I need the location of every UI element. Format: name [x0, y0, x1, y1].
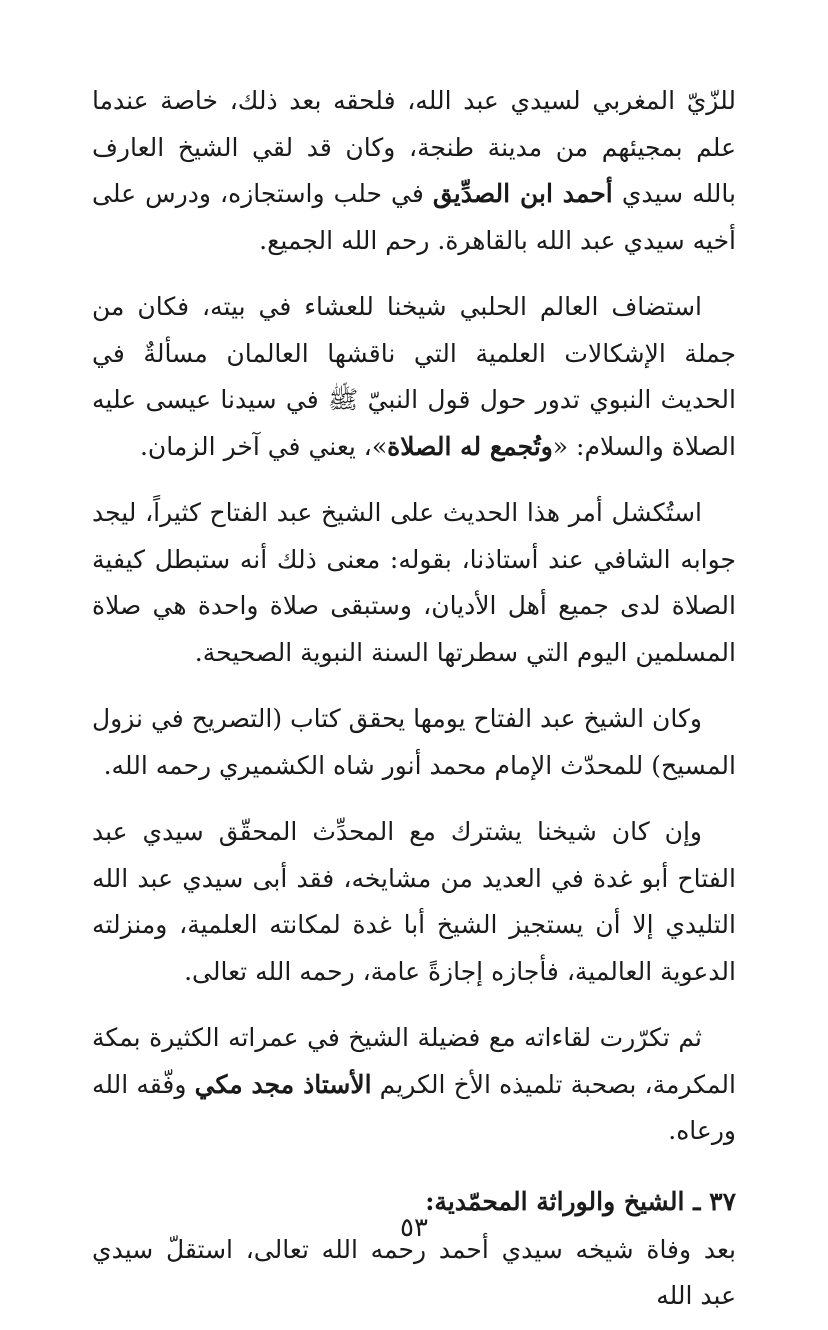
paragraph-6 [92, 1015, 736, 1155]
paragraph-1-bold-name: أحمد ابن الصدِّيق [432, 179, 613, 208]
paragraph-5: وإن كان شيخنا يشترك مع المحدِّث المحقّق سيدي عبد الفتاح أبو غدة في العديد من مشايخه، فقد أبى سيدي عبد الله التليدي إلا أن يستجيز الشيخ أبا غدة لمكانته العلمية، ومنزلته الدعوية العالمية، فأجازه إجازةً عامة، رحمه الله تعالى. [92, 817, 736, 986]
section-heading: ٣٧ ـ الشيخ والوراثة المحمّدية: [425, 1186, 736, 1216]
paragraph-7: بعد وفاة شيخه سيدي أحمد رحمه الله تعالى، استقلّ سيدي عبد الله [92, 1234, 736, 1310]
paragraph-6-bold-name: الأستاذ مجد مكي [194, 1069, 372, 1099]
page-body [92, 78, 736, 1320]
paragraph-1-text-a: للزّيّ المغربي لسيدي عبد الله، فلحقه بعد ذلك، خاصة عندما علم بمجيئهم من مدينة طنجة، وكان قد لقي الشيخ العارف بالله سيدي [92, 86, 736, 208]
paragraph-2 [92, 284, 736, 470]
paragraph-6-text-a: ثم تكرّرت لقاءاته مع فضيلة الشيخ في عمراته الكثيرة بمكة المكرمة، بصحبة تلميذه الأخ الكريم [92, 1023, 736, 1099]
paragraph-3: استُكشل أمر هذا الحديث على الشيخ عبد الفتاح كثيراً، ليجد جوابه الشافي عند أستاذنا، بقوله: معنى ذلك أنه ستبطل كيفية الصلاة لدى جميع أهل الأديان، وستبقى صلاة واحدة هي صلاة المسلمين اليوم التي سطرتها السنة النبوية الصحيحة. [92, 498, 736, 667]
paragraph-2-bold-quote: وتُجمع له الصلاة [387, 431, 553, 461]
page-number: ٥٣ [400, 1213, 428, 1243]
paragraph-1-text-b: في حلب واستجازه، ودرس على أخيه سيدي عبد الله بالقاهرة. رحم الله الجميع. [92, 179, 736, 255]
paragraph-1 [92, 78, 736, 264]
paragraph-6-text-b: وفّقه الله ورعاه. [92, 1069, 736, 1145]
paragraph-2-text-a: استضاف العالم الحلبي شيخنا للعشاء في بيته، فكان من جملة الإشكالات العلمية التي ناقشها العالمان مسألةٌ في الحديث النبوي تدور حول قول النبيّ ﷺ في سيدنا عيسى عليه الصلاة والسلام: « [92, 292, 736, 461]
paragraph-2-text-b: »، يعني في آخر الزمان. [139, 431, 388, 461]
paragraph-4: وكان الشيخ عبد الفتاح يومها يحقق كتاب (التصريح في نزول المسيح) للمحدّث الإمام محمد أنور شاه الكشميري رحمه الله. [92, 704, 736, 780]
